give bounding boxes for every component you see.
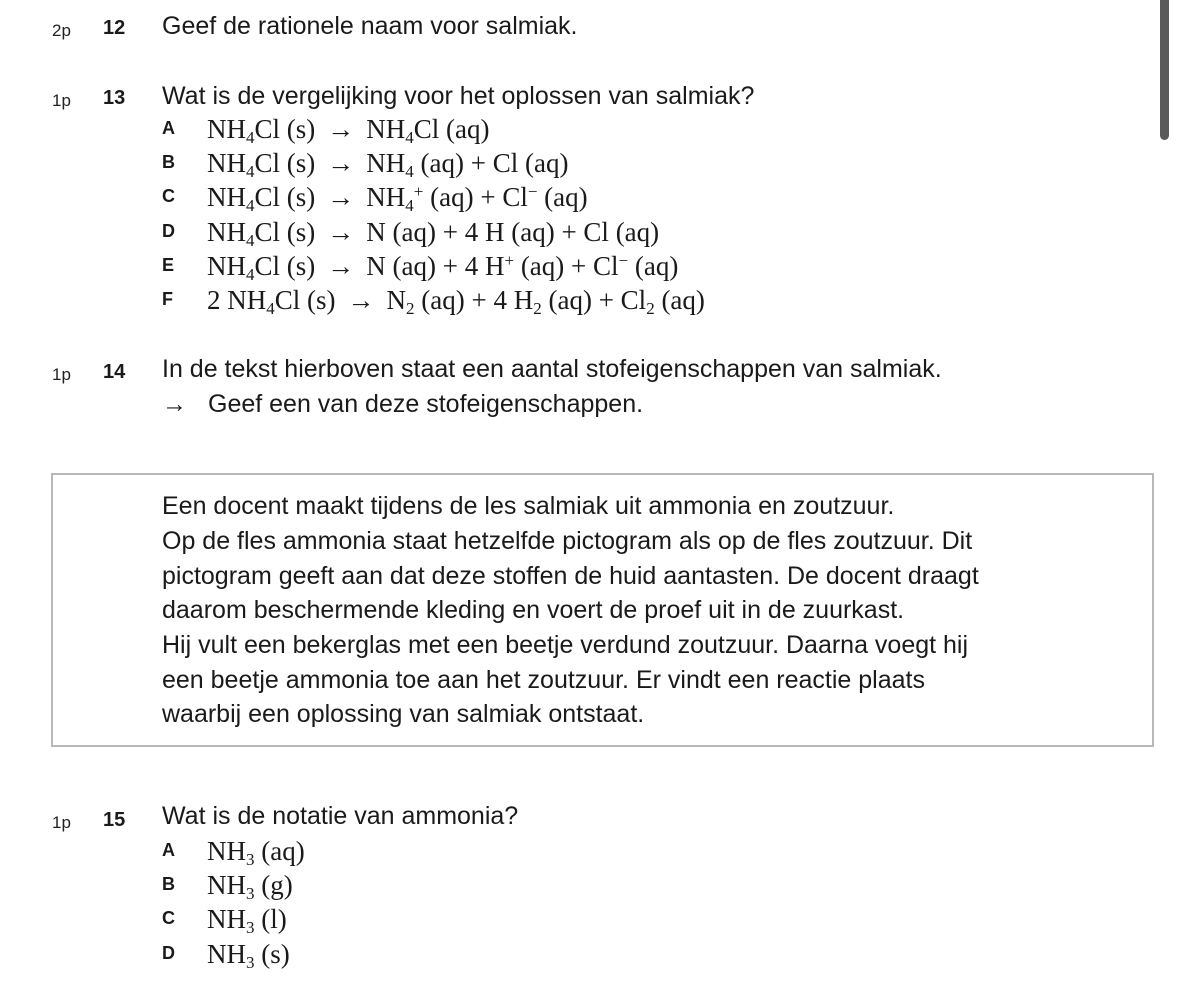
option-c [162, 182, 1062, 216]
option-b [162, 148, 1062, 182]
option-formula: $NH_4Cl$ $(s) \to NH_4Cl$ (aq) [207, 114, 490, 147]
info-line: waarbij een oplossing van salmiak ontstaat. [162, 700, 645, 728]
option-d [162, 217, 1062, 251]
option-letter: E [162, 255, 175, 275]
question-points: 2p [52, 21, 71, 40]
question-number: 14 [103, 361, 126, 383]
option-letter: A [162, 118, 175, 138]
option-formula: $NH_4Cl$ (s) → N (aq) + 4 H (aq) + Cl (aq) [207, 217, 660, 250]
option-e [162, 251, 1062, 285]
option-letter: B [162, 152, 175, 172]
question-number: 15 [103, 809, 126, 831]
question-points: 1p [52, 365, 71, 384]
option-a [162, 114, 1062, 148]
info-line: Hij vult een bekerglas met een beetje verdund zoutzuur. Daarna voegt hij [162, 631, 969, 659]
info-line: pictogram geeft aan dat deze stoffen de huid aantasten. De docent draagt [162, 562, 979, 590]
option-formula: $NH_3$ (g) [207, 870, 293, 903]
info-line: Op de fles ammonia staat hetzelfde pictogram als op de fles zoutzuur. Dit [162, 527, 973, 555]
arrow-right-icon: → [162, 390, 187, 418]
question-followup [162, 390, 643, 419]
option-formula: $NH_4Cl$ $(s) \to NH_4^+$ (aq) + Cl− (aq) [207, 182, 588, 215]
option-formula: 2 $NH_4Cl$ $(s) \to N_2$ (aq) + 4 $H_2$ $(aq) + Cl_2$ (aq) [207, 285, 705, 318]
info-line: daarom beschermende kleding en voert de proef uit in de zuurkast. [162, 596, 905, 624]
info-line: een beetje ammonia toe aan het zoutzuur. Er vindt een reactie plaats [162, 666, 925, 694]
question-points: 1p [52, 91, 71, 110]
option-formula: $NH_3$ (aq) [207, 836, 305, 869]
info-line: Een docent maakt tijdens de les salmiak uit ammonia en zoutzuur. [162, 492, 895, 520]
option-f [162, 285, 1062, 319]
vertical-scrollbar[interactable] [1160, 0, 1169, 140]
question-text: Wat is de notatie van ammonia? [162, 802, 519, 830]
option-letter: F [162, 289, 173, 309]
option-formula: $NH_4Cl$ (s) → N (aq) + 4 H+ (aq) + Cl− (aq) [207, 251, 679, 284]
option-letter: C [162, 908, 175, 928]
question-number: 13 [103, 87, 126, 109]
question-points: 1p [52, 813, 71, 832]
option-formula: $NH_4Cl$ $(s) \to NH_4$ (aq) + Cl (aq) [207, 148, 569, 181]
option-letter: A [162, 840, 175, 860]
question-text: Wat is de vergelijking voor het oplossen van salmiak? [162, 82, 755, 110]
question-text: Geef de rationele naam voor salmiak. [162, 12, 578, 40]
question-number: 12 [103, 17, 126, 39]
option-formula: $NH_3$ (s) [207, 939, 290, 972]
option-letter: D [162, 221, 175, 241]
option-letter: B [162, 874, 175, 894]
question-text: In de tekst hierboven staat een aantal stofeigenschappen van salmiak. [162, 355, 942, 383]
option-a [162, 836, 1062, 870]
followup-text: Geef een van deze stofeigenschappen. [208, 390, 644, 418]
option-d [162, 939, 1062, 973]
option-b [162, 870, 1062, 904]
option-formula: $NH_3$ (l) [207, 904, 287, 937]
option-c [162, 904, 1062, 938]
option-letter: C [162, 186, 175, 206]
option-letter: D [162, 943, 175, 963]
